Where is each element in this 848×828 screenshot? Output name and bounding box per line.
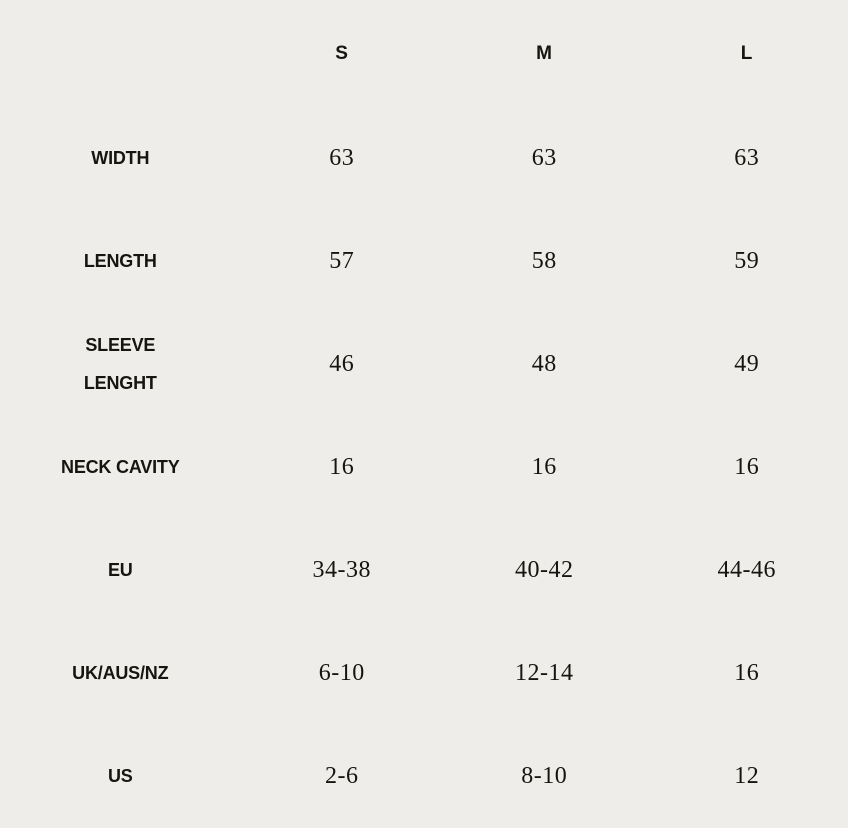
- row-eu-value-s: 34-38: [312, 557, 372, 584]
- row-width-value-s: 63: [329, 145, 355, 172]
- row-label-neck-cavity: NECK CAVITY: [61, 457, 180, 478]
- row-length-value-m: 58: [531, 248, 557, 275]
- row-eu-value-l: 44-46: [717, 557, 776, 584]
- row-neck-cavity-value-m: 16: [531, 454, 557, 481]
- row-width-value-m: 63: [531, 145, 557, 172]
- table-row: [0, 416, 848, 519]
- row-neck-cavity-value-s: 16: [329, 454, 355, 481]
- row-label-sleeve-lenght: [0, 313, 241, 416]
- row-sleeve-lenght-value-m: 48: [531, 351, 557, 378]
- table-header-corner: [0, 0, 241, 107]
- row-length-value-l: 59: [734, 248, 760, 275]
- row-uk-aus-nz-value-s: 6-10: [318, 660, 365, 686]
- table-header-row: [0, 0, 848, 107]
- table-row: [0, 725, 848, 828]
- row-label-width: WIDTH: [91, 148, 150, 169]
- table-header-size-s: S: [335, 42, 349, 64]
- row-label-length: LENGTH: [83, 251, 157, 272]
- row-label-us: US: [107, 766, 133, 787]
- row-eu-value-m: 40-42: [515, 557, 574, 584]
- table-row: [0, 519, 848, 622]
- row-us-value-l: 12: [734, 763, 760, 789]
- table-row: [0, 210, 848, 313]
- row-label-eu: EU: [107, 560, 133, 581]
- row-us-value-s: 2-6: [325, 763, 359, 789]
- row-us-value-m: 8-10: [521, 763, 568, 789]
- row-label-uk-aus-nz: UK/AUS/NZ: [72, 663, 169, 684]
- row-label-sleeve-lenght-line2: LENGHT: [83, 372, 157, 393]
- table-header-size-m: M: [536, 42, 553, 64]
- row-sleeve-lenght-value-l: 49: [734, 351, 760, 378]
- row-width-value-l: 63: [734, 145, 760, 172]
- row-neck-cavity-value-l: 16: [734, 454, 760, 481]
- table-header-size-l: L: [740, 42, 753, 64]
- table-row: [0, 107, 848, 210]
- row-length-value-s: 57: [329, 248, 355, 275]
- table-row: [0, 313, 848, 416]
- table-row: [0, 622, 848, 725]
- row-uk-aus-nz-value-m: 12-14: [515, 660, 574, 686]
- row-sleeve-lenght-value-s: 46: [329, 351, 355, 378]
- row-label-sleeve-lenght-line1: SLEEVE: [85, 334, 156, 355]
- row-uk-aus-nz-value-l: 16: [734, 660, 760, 686]
